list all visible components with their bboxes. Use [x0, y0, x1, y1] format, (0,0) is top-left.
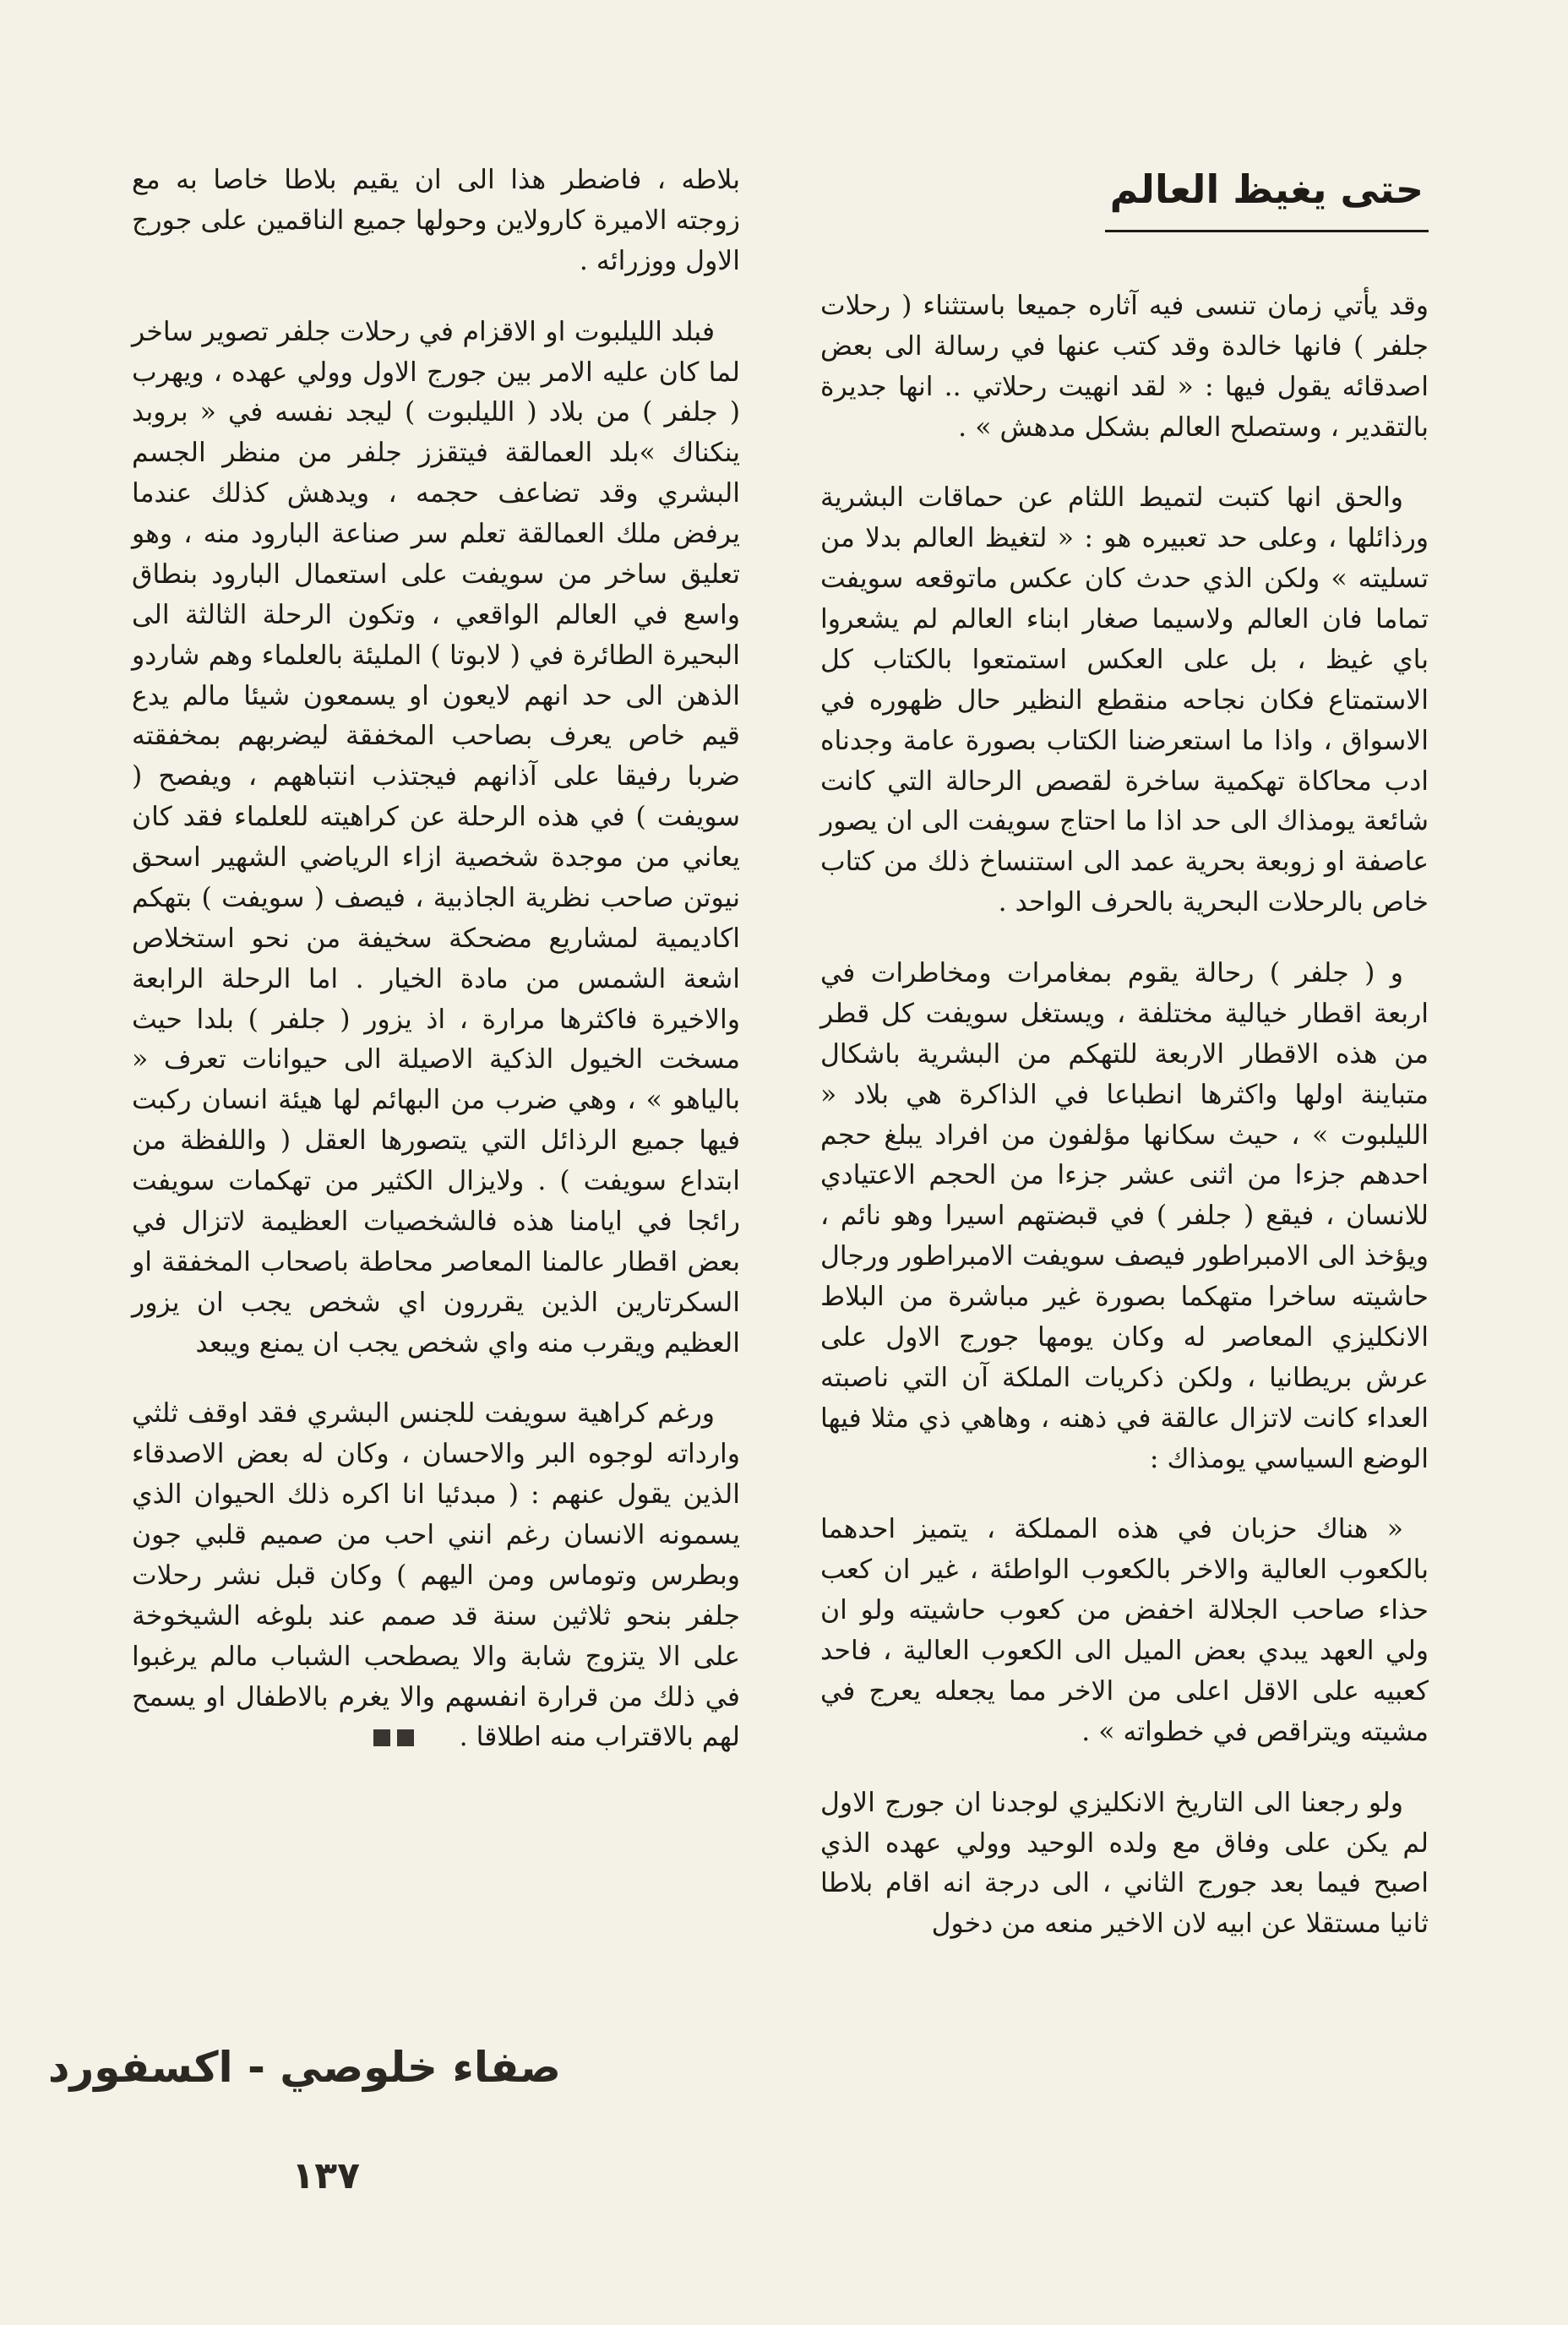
end-of-article-marks [367, 1718, 439, 1759]
paragraph [132, 1394, 740, 1758]
title-wrap [820, 161, 1429, 232]
right-column [820, 161, 1429, 1975]
square-mark-icon [397, 1729, 414, 1746]
author-signature: صفاء خلوصي - اكسفورد [47, 2043, 561, 2092]
paragraph: ولو رجعنا الى التاريخ الانكليزي لوجدنا ان جورج الاول لم يكن على وفاق مع ولده الوحيد وولي عهده الذي اصبح فيما بعد جورج الثاني ، الى درجة انه اقام بلاطا ثانيا مستقلا عن ابيه لان الاخير منعه من دخول [820, 1787, 1429, 1940]
page-number: ١٣٧ [291, 2154, 360, 2197]
paragraph: وقد يأتي زمان تنسى فيه آثاره جميعا باستثناء ( رحلات جلفر ) فانها خالدة وقد كتب عنها في رسالة الى بعض اصدقائه يقول فيها : « لقد انهيت رحلاتي .. انها جديرة بالتقدير ، وستصلح العالم بشكل مدهش » . [820, 290, 1429, 443]
paragraph: فبلد الليلبوت او الاقزام في رحلات جلفر تصوير ساخر لما كان عليه الامر بين جورج الاول وولي عهده ، ويهرب ( جلفر ) من بلاد ( الليلبوت ) ليجد نفسه في « بروبد ينكناك »بلد العمالقة فيتقزز جلفر من منظر الجسم البشري وقد تضاعف حجمه ، ويدهش كذلك عندما يرفض ملك العمالقة تعلم سر صناعة البارود منه ، وهو تعليق ساخر من سويفت على استعمال البارود بنطاق واسع في العالم الواقعي ، وتكون الرحلة الثالثة الى البحيرة الطائرة في ( لابوتا ) المليئة بالعلماء وهم شاردو الذهن الى حد انهم لايعون او يسمعون شيئا مالم يدع قيم خاص يعرف بصاحب المخفقة ليضربهم بمخفقته ضربا رفيقا على آذانهم فيجتذب انتباههم ، ويفصح ( سويفت ) في هذه الرحلة عن كراهيته للعلماء فقد كان يعاني من موجدة شخصية ازاء الرياضي الشهير اسحق نيوتن صاحب نظرية الجاذبية ، فيصف ( سويفت ) بتهكم اكاديمية لمشاريع مضحكة سخيفة من نحو استخلاص اشعة الشمس من مادة الخيار . اما الرحلة الرابعة والاخيرة فاكثرها مرارة ، اذ يزور ( جلفر ) بلدا حيث مسخت الخيول الذكية الاصيلة الى حيوانات تعرف « بالياهو » ، وهي ضرب من البهائم لها هيئة انسان ركبت فيها جميع الرذائل التي يتصورها العقل ( واللفظة من ابتداع سويفت ) . ولايزال الكثير من تهكمات سويفت رائجا في ايامنا هذه فالشخصيات العظيمة لاتزال في بعض اقطار عالمنا المعاصر محاطة باصحاب المخفقة او السكرتارين الذين يقررون اي شخص يجب ان يزور العظيم ويقرب منه واي شخص يجب ان يمنع ويبعد [132, 316, 740, 1359]
article-title: حتى يغيظ العالم [1105, 161, 1429, 232]
square-mark-icon [373, 1729, 390, 1746]
quote-paragraph: « هناك حزبان في هذه المملكة ، يتميز احدهما بالكعوب العالية والاخر بالكعوب الواطئة ، غير ان كعب حذاء صاحب الجلالة اخفض من كعوب حاشيته ولو ان ولي العهد يبدي بعض الميل الى الكعوب العالية ، فاحد كعبيه على الاقل اعلى من الاخر مما يجعله يعرج في مشيته ويتراقص في خطواته » . [820, 1514, 1429, 1747]
left-column [132, 161, 740, 1789]
paragraph-text: ورغم كراهية سويفت للجنس البشري فقد اوقف ثلثي وارداته لوجوه البر والاحسان ، وكان له بعض الاصدقاء الذين يقول عنهم : ( مبدئيا انا اكره ذلك الحيوان الذي يسمونه الانسان رغم انني احب من صميم قلبي جون وبطرس وتوماس ومن اليهم ) وكان قبل نشر رحلات جلفر بنحو ثلاثين سنة قد صمم عند بلوغه الشيخوخة على الا يتزوج شابة والا يصطحب الشباب مالم يرغبوا في ذلك من قرارة انفسهم والا يغرم بالاطفال او يسمح لهم بالاقتراب منه اطلاقا . [132, 1398, 740, 1753]
paragraph: و ( جلفر ) رحالة يقوم بمغامرات ومخاطرات في اربعة اقطار خيالية مختلفة ، ويستغل سويفت كل قطر من هذه الاقطار الاربعة للتهكم من البشرية باشكال متباينة اولها واكثرها انطباعا في الذاكرة هي بلاد « الليلبوت » ، حيث سكانها مؤلفون من افراد يبلغ حجم احدهم جزءا من اثنى عشر جزءا من الحجم الاعتيادي للانسان ، فيقع ( جلفر ) في قبضتهم اسيرا وهو نائم ، ويؤخذ الى الامبراطور فيصف سويفت الامبراطور ورجال حاشيته ساخرا متهكما بصورة غير مباشرة من البلاط الانكليزي المعاصر له وكان يومها جورج الاول على عرش بريطانيا ، ولكن ذكريات الملكة آن التي ناصبته العداء كانت لاتزال عالقة في ذهنه ، وهاهي ذي مثلا فيها الوضع السياسي يومذاك : [820, 958, 1429, 1474]
paragraph: والحق انها كتبت لتميط اللثام عن حماقات البشرية ورذائلها ، وعلى حد تعبيره هو : « لتغيظ العالم بدلا من تسليته » ولكن الذي حدث كان عكس ماتوقعه سويفت تماما فان العالم ولاسيما صغار ابناء العالم لم يشعروا باي غيظ ، بل على العكس استمتعوا بالكتاب كل الاستمتاع فكان نجاحه منقطع النظير حال ظهوره في الاسواق ، واذا ما استعرضنا الكتاب بصورة عامة وجدناه ادب محاكاة تهكمية ساخرة لقصص الرحالة التي كانت شائعة يومذاك الى حد اذا ما احتاج سويفت الى ان يصور عاصفة او زوبعة بحرية عمد الى استنساخ ذلك من كتاب خاص بالرحلات البحرية بالحرف الواحد . [820, 482, 1429, 918]
paragraph: بلاطه ، فاضطر هذا الى ان يقيم بلاطا خاصا به مع زوجته الاميرة كارولاين وحولها جميع الناقمين على جورج الاول ووزرائه . [132, 165, 740, 276]
